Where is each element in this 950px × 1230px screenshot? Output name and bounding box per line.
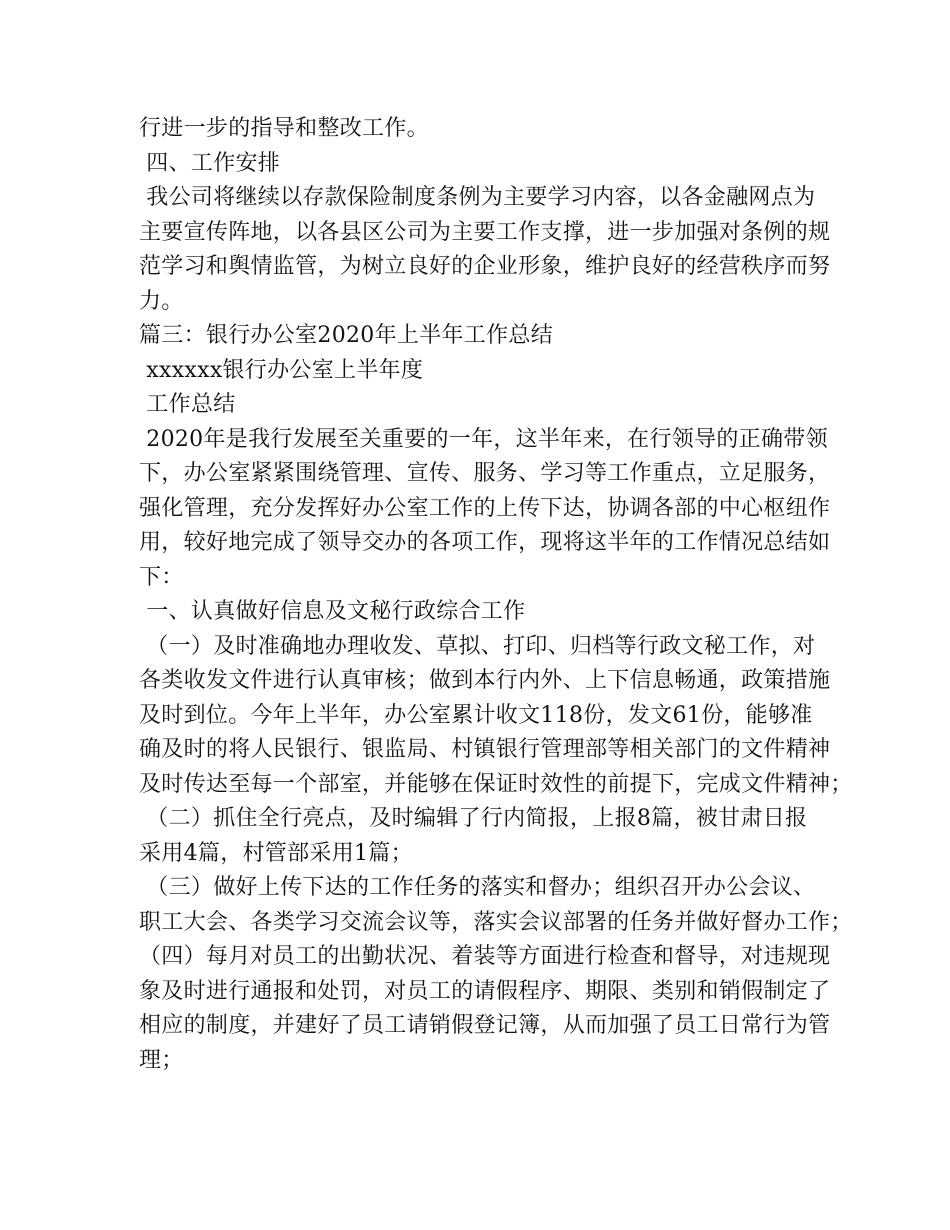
text-line: 行进一步的指导和整改工作。 — [139, 116, 429, 141]
text-line: 下，办公室紧紧围绕管理、宣传、服务、学习等工作重点，立足服务， — [139, 461, 831, 486]
text-line: （四）每月对员工的出勤状况、着装等方面进行检查和督导，对违规现 — [139, 944, 831, 969]
text-line: （一）及时准确地办理收发、草拟、打印、归档等行政文秘工作，对 — [139, 633, 816, 659]
text-line: 力。 — [139, 288, 184, 314]
text-line: 职工大会、各类学习交流会议等，落实会议部署的任务并做好督办工作； — [139, 909, 853, 935]
text-line: 我公司将继续以存款保险制度条例为主要学习内容，以各金融网点为 — [139, 185, 816, 210]
text-line: 采用4篇，村管部采用1篇； — [139, 840, 413, 866]
text-line: （二）抓住全行亮点，及时编辑了行内简报，上报8篇，被甘肃日报 — [139, 806, 808, 831]
text-line: 范学习和舆情监管，为树立良好的企业形象，维护良好的经营秩序而努 — [139, 254, 831, 279]
text-line: 各类收发文件进行认真审核；做到本行内外、上下信息畅通，政策措施 — [139, 668, 831, 693]
article-title: 篇三：银行办公室2020年上半年工作总结 — [139, 323, 553, 348]
text-line: 下： — [139, 564, 184, 590]
text-line: 相应的制度，并建好了员工请销假登记簿，从而加强了员工日常行为管 — [139, 1013, 831, 1038]
text-line: 理； — [139, 1047, 184, 1073]
section-heading: 一、认真做好信息及文秘行政综合工作 — [139, 599, 526, 624]
document-body — [139, 112, 853, 1078]
text-line: 及时传达至每一个部室，并能够在保证时效性的前提下，完成文件精神； — [139, 771, 853, 797]
section-heading: 四、工作安排 — [139, 150, 281, 176]
text-line: 2020年是我行发展至关重要的一年，这半年来，在行领导的正确带领 — [139, 426, 828, 452]
article-subtitle: xxxxxx银行办公室上半年度 — [139, 357, 424, 383]
text-line: 用，较好地完成了领导交办的各项工作，现将这半年的工作情况总结如 — [139, 530, 831, 555]
article-subtitle: 工作总结 — [139, 392, 236, 417]
text-line: 象及时进行通报和处罚，对员工的请假程序、期限、类别和销假制定了 — [139, 978, 831, 1004]
text-line: 强化管理，充分发挥好办公室工作的上传下达，协调各部的中心枢纽作 — [139, 495, 831, 521]
text-line: （三）做好上传下达的工作任务的落实和督办；组织召开办公会议、 — [139, 875, 816, 900]
text-line: 确及时的将人民银行、银监局、村镇银行管理部等相关部门的文件精神 — [139, 737, 831, 762]
text-line: 主要宣传阵地，以各县区公司为主要工作支撑，进一步加强对条例的规 — [139, 219, 831, 245]
text-line: 及时到位。今年上半年，办公室累计收文118份，发文61份，能够准 — [139, 702, 813, 728]
